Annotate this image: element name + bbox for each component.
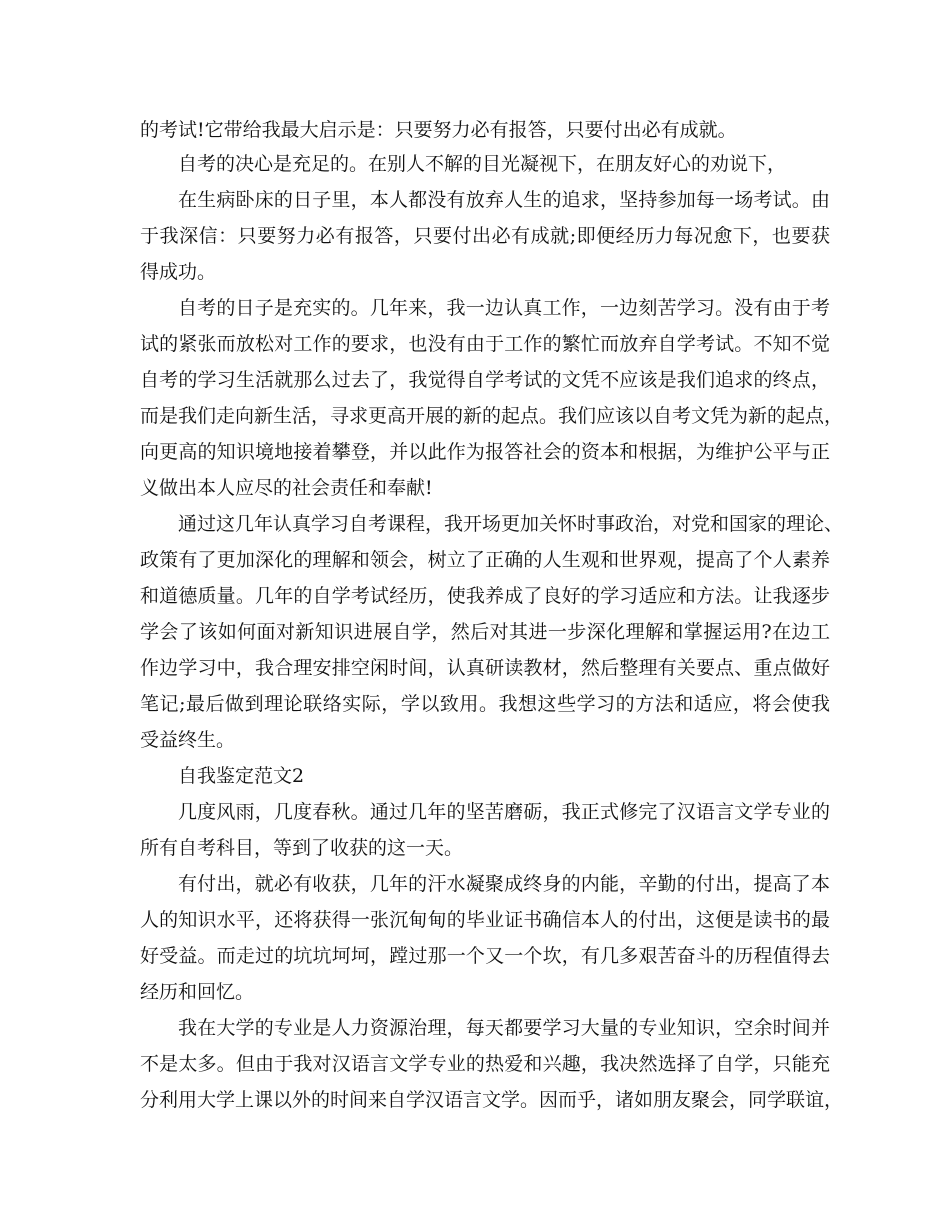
text-line: 自考的决心是充足的。在别人不解的目光凝视下，在朋友好心的劝说下， [178, 153, 787, 175]
text-line: 义做出本人应尽的社会责任和奉献! [140, 477, 433, 499]
text-line: 所有自考科目，等到了收获的这一天。 [140, 837, 464, 859]
text-line: 得成功。 [140, 261, 217, 283]
text-line: 不是太多。但由于我对汉语言文学专业的热爱和兴趣，我决然选择了自学，只能充 [140, 1053, 830, 1075]
text-line: 通过这几年认真学习自考课程，我开场更加关怀时事政治，对党和国家的理论、 [178, 513, 844, 535]
text-line: 向更高的知识境地接着攀登，并以此作为报答社会的资本和根据，为维护公平与正 [140, 441, 830, 463]
text-line: 学会了该如何面对新知识进展自学，然后对其进一步深化理解和掌握运用?在边工 [140, 621, 830, 643]
text-line: 有付出，就必有收获，几年的汗水凝聚成终身的内能，辛勤的付出，提高了本 [178, 873, 830, 895]
text-line: 政策有了更加深化的理解和领会，树立了正确的人生观和世界观，提高了个人素养 [140, 549, 830, 571]
text-line: 我在大学的专业是人力资源治理，每天都要学习大量的专业知识，空余时间并 [178, 1017, 830, 1039]
text-line: 自考的日子是充实的。几年来，我一边认真工作，一边刻苦学习。没有由于考 [178, 297, 830, 319]
text-line: 在生病卧床的日子里，本人都没有放弃人生的追求，坚持参加每一场考试。由 [178, 189, 830, 211]
text-line: 试的紧张而放松对工作的要求，也没有由于工作的繁忙而放弃自学考试。不知不觉 [140, 333, 830, 355]
text-line: 好受益。而走过的坑坑坷坷，蹚过那一个又一个坎，有几多艰苦奋斗的历程值得去 [140, 945, 830, 967]
text-line: 笔记;最后做到理论联络实际，学以致用。我想这些学习的方法和适应，将会使我 [140, 693, 830, 715]
text-line: 分利用大学上课以外的时间来自学汉语言文学。因而乎，诸如朋友聚会，同学联谊， [140, 1089, 844, 1111]
text-line: 自考的学习生活就那么过去了，我觉得自学考试的文凭不应该是我们追求的终点， [140, 369, 830, 391]
text-line: 受益终生。 [140, 729, 236, 751]
text-line: 和道德质量。几年的自学考试经历，使我养成了良好的学习适应和方法。让我逐步 [140, 585, 830, 607]
section-heading: 自我鉴定范文2 [178, 765, 305, 787]
text-line: 经历和回忆。 [140, 981, 255, 1003]
text-line: 而是我们走向新生活，寻求更高开展的新的起点。我们应该以自考文凭为新的起点， [140, 405, 844, 427]
text-line: 的考试!它带给我最大启示是：只要努力必有报答，只要付出必有成就。 [140, 119, 737, 141]
text-line: 几度风雨，几度春秋。通过几年的坚苦磨砺，我正式修完了汉语言文学专业的 [178, 801, 830, 823]
text-line: 于我深信：只要努力必有报答，只要付出必有成就;即便经历力每况愈下，也要获 [140, 225, 830, 247]
text-line: 作边学习中，我合理安排空闲时间，认真研读教材，然后整理有关要点、重点做好 [140, 657, 830, 679]
text-line: 人的知识水平，还将获得一张沉甸甸的毕业证书确信本人的付出，这便是读书的最 [140, 909, 830, 931]
